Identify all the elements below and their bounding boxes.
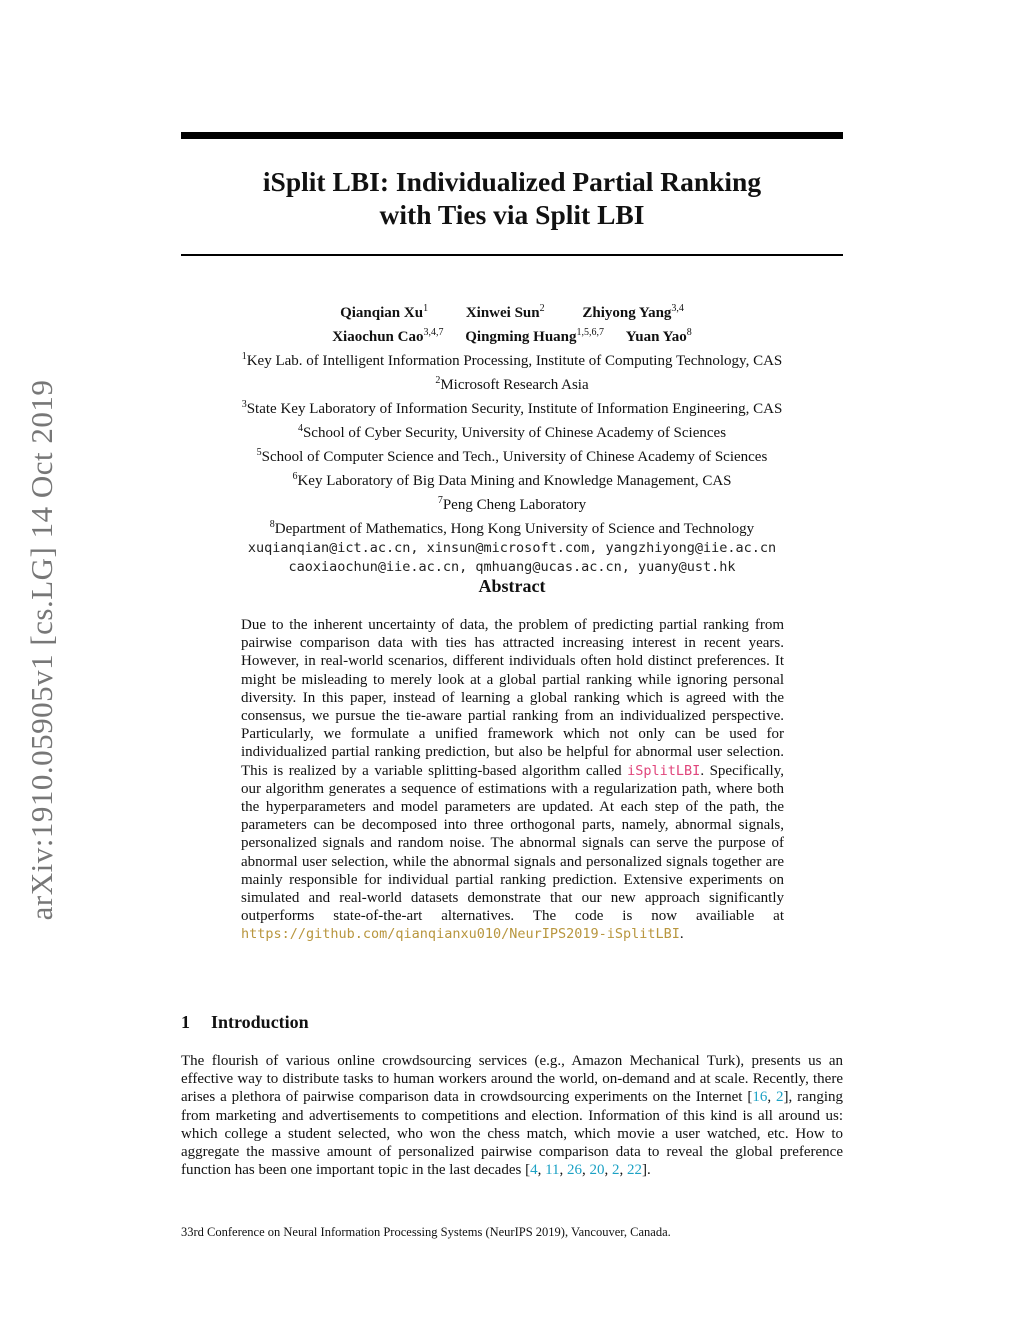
affiliation: $^6$Key Laboratory of Big Data Mining and Knowledge Management, CAS bbox=[292, 471, 732, 489]
citation-link[interactable]: 11 bbox=[545, 1162, 560, 1179]
author: Xinwei Sun$^2$ bbox=[465, 303, 545, 321]
title-line-2: with Ties via Split LBI bbox=[379, 199, 645, 230]
affiliation: $^7$Peng Cheng Laboratory bbox=[437, 495, 587, 513]
algorithm-name: iSplitLBI bbox=[627, 762, 701, 779]
introduction-paragraph: The flourish of various online crowdsourcing services (e.g., Amazon Mechanical Turk), presents us an effective way to distribute tasks to human workers around the world, on-demand and at scale. Recently, there arises a plethora of pairwise comparison data in crowdsourcing experiments on the Internet [16, 2], ranging from marketing and advertisements to competitions and election. Information of this kind is all around us: which college a student selected, who won the chess match, which movie a user watched, etc. How to aggregate the massive amount of personalized pairwise comparison data to reveal the global preference function has been one important topic in the last decades [4, 11, 26, 20, 2, 22]. bbox=[181, 1053, 844, 1179]
section-title: Introduction bbox=[211, 1012, 309, 1032]
section-number: 1 bbox=[181, 1012, 190, 1032]
author: Xiaochun Cao$^{3,4,7}$ bbox=[332, 327, 444, 345]
section-heading bbox=[181, 1012, 309, 1033]
citation-link[interactable]: 2 bbox=[612, 1162, 620, 1179]
arxiv-stamp: arXiv:1910.05905v1 [cs.LG] 14 Oct 2019 bbox=[24, 379, 59, 921]
author-row bbox=[181, 323, 843, 347]
citation-link[interactable]: 4 bbox=[530, 1162, 538, 1179]
title-rule-top bbox=[181, 132, 843, 139]
author-block bbox=[181, 299, 843, 577]
title-line-1: iSplit LBI: Individualized Partial Ranking bbox=[262, 166, 762, 197]
abstract-body: Due to the inherent uncertainty of data, the problem of predicting partial ranking from pairwise comparison data with ties has attracted increasing interest in recent years. However, in real-world scenarios, different individuals often hold distinct preferences. It might be misleading to merely look at a global partial ranking while ignoring personal diversity. In this paper, instead of learning a global ranking which is agreed with the consensus, we pursue the tie-aware partial ranking from an individualized perspective. Particularly, we formulate a unified framework which not only can be used for individualized partial ranking prediction, but also be helpful for abnormal user selection. This is realized by a variable splitting-based algorithm called iSplitLBI. Specifically, our algorithm generates a sequence of estimations with a regularization path, where both the hyperparameters and model parameters are updated. At each step of the path, the parameters can be decomposed into three orthogonal parts, namely, abnormal signals, personalized signals and random noise. The abnormal signals can serve the purpose of abnormal user selection, while the abnormal signals and personalized signals together are mainly responsible for individual partial ranking prediction. Extensive experiments on simulated and real-world datasets demonstrate that our new approach significantly outperforms state-of-the-art alternatives. The code is now availiable at https://github.com/qianqianxu010/NeurIPS2019-iSplitLBI. bbox=[241, 617, 784, 943]
affiliation: $^5$School of Computer Science and Tech., University of Chinese Academy of Sciences bbox=[256, 447, 768, 465]
citation-link[interactable]: 26 bbox=[567, 1162, 583, 1179]
author-row bbox=[181, 299, 843, 323]
author: Yuan Yao$^8$ bbox=[625, 327, 692, 345]
citation-link[interactable]: 16 bbox=[752, 1089, 768, 1106]
citation-link[interactable]: 22 bbox=[627, 1162, 643, 1179]
abstract-heading: Abstract bbox=[478, 576, 546, 596]
author: Qianqian Xu$^1$ bbox=[340, 303, 429, 321]
conference-footnote: 33rd Conference on Neural Information Processing Systems (NeurIPS 2019), Vancouver, Canada. bbox=[181, 1225, 671, 1239]
affiliation: $^4$School of Cyber Security, University of Chinese Academy of Sciences bbox=[297, 423, 727, 441]
citation-link[interactable]: 2 bbox=[776, 1089, 784, 1106]
paper-title bbox=[181, 165, 843, 231]
affiliation: $^3$State Key Laboratory of Information Security, Institute of Information Engineering, CAS bbox=[241, 399, 783, 417]
affiliation: $^8$Department of Mathematics, Hong Kong University of Science and Technology bbox=[269, 519, 755, 537]
code-link[interactable]: https://github.com/qianqianxu010/NeurIPS2019-iSplitLBI bbox=[241, 926, 680, 943]
author: Zhiyong Yang$^{3,4}$ bbox=[582, 303, 684, 321]
email-line: xuqianqian@ict.ac.cn, xinsun@microsoft.com, yangzhiyong@iie.ac.cn bbox=[247, 540, 777, 556]
affiliation: $^2$Microsoft Research Asia bbox=[435, 375, 589, 393]
affiliation: $^1$Key Lab. of Intelligent Information Processing, Institute of Computing Technology, CAS bbox=[241, 351, 783, 369]
author: Qingming Huang$^{1,5,6,7}$ bbox=[465, 327, 605, 345]
citation-link[interactable]: 20 bbox=[589, 1162, 605, 1179]
email-line: caoxiaochun@iie.ac.cn, qmhuang@ucas.ac.cn, yuany@ust.hk bbox=[288, 559, 736, 575]
title-rule-bottom bbox=[181, 254, 843, 256]
